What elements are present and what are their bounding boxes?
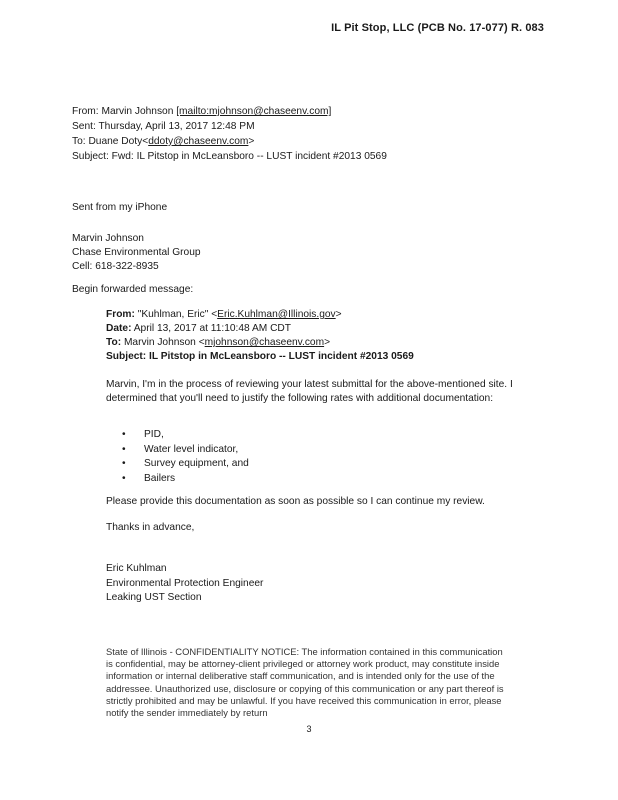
outer-sent-label: Sent: xyxy=(72,121,96,132)
page-number: 3 xyxy=(306,724,312,734)
inner-to-name: Marvin Johnson xyxy=(123,337,196,348)
inner-to-line: To: Marvin Johnson <mjohnson@chaseenv.com> xyxy=(106,337,331,348)
sender-signature xyxy=(72,232,201,274)
outer-to-label: To: xyxy=(72,136,86,147)
signer-name: Eric Kuhlman xyxy=(106,563,167,574)
rates-bullet-list xyxy=(122,428,249,486)
outer-subject-line xyxy=(72,149,387,164)
outer-subject-value: Fwd: IL Pitstop in McLeansboro -- LUST incident #2013 0569 xyxy=(111,151,387,162)
bullet-icon: • xyxy=(122,429,126,440)
outer-from-mailto-link[interactable]: [mailto:mjohnson@chaseenv.com] xyxy=(176,106,332,117)
outer-to-name: Duane Doty xyxy=(88,136,143,147)
inner-date-value: April 13, 2017 at 11:10:48 AM CDT xyxy=(133,323,292,334)
list-item: • PID, xyxy=(122,428,249,443)
list-item: • Survey equipment, and xyxy=(122,457,249,472)
inner-subject-label: Subject: xyxy=(106,351,147,362)
inner-to-email-link[interactable]: mjohnson@chaseenv.com xyxy=(204,337,325,348)
bullet-icon: • xyxy=(122,443,126,455)
inner-from-label: From: xyxy=(106,309,135,320)
outer-from-name: Marvin Johnson xyxy=(101,106,174,117)
signature-name: Marvin Johnson xyxy=(72,233,144,244)
begin-forwarded-label: Begin forwarded message: xyxy=(72,284,194,295)
signer-title: Environmental Protection Engineer xyxy=(106,577,264,589)
signature-cell: Cell: 618-322-8935 xyxy=(72,261,159,272)
inner-to-label: To: xyxy=(106,337,122,348)
signer-section: Leaking UST Section xyxy=(106,592,202,603)
outer-from-line xyxy=(72,104,387,119)
outer-email-headers xyxy=(72,104,387,164)
outer-to-email-link[interactable]: ddoty@chaseenv.com xyxy=(148,136,249,147)
confidentiality-notice: State of Illinois - CONFIDENTIALITY NOTICE: The information contained in this communication is confidential, may be attorney-client privileged or attorney work product, may constitute inside information or internal deliberative staff communication, and is intended only for the use of the addressee. Unauthorized use, disclosure or copying of this communication or any part thereof is strictly prohibited and may be unlawful. If you have received this communication in error, please notify the sender immediately by return xyxy=(106,646,504,719)
outer-sent-line xyxy=(72,119,387,134)
inner-subject-value: IL Pitstop in McLeansboro -- LUST incident #2013 0569 xyxy=(149,351,414,362)
outer-sent-value: Thursday, April 13, 2017 12:48 PM xyxy=(98,121,255,132)
message-body-paragraph: Marvin, I'm in the process of reviewing your latest submittal for the above-mentioned site. I determined that you'll need to justify the following rates with additional documentation: xyxy=(106,379,513,404)
outer-from-label: From: xyxy=(72,106,99,117)
list-item: • Bailers xyxy=(122,472,249,487)
bates-header: IL Pit Stop, LLC (PCB No. 17-077) R. 083 xyxy=(331,22,544,34)
outer-to-line: To: Duane Doty<ddoty@chaseenv.com> xyxy=(72,136,255,147)
thanks-line: Thanks in advance, xyxy=(106,522,195,533)
forwarded-email-headers xyxy=(106,308,414,364)
bullet-icon: • xyxy=(122,472,126,484)
list-item: • Water level indicator, xyxy=(122,443,249,458)
inner-subject-line xyxy=(106,350,414,364)
inner-from-name: "Kuhlman, Eric" xyxy=(137,309,209,320)
inner-date-line xyxy=(106,322,414,336)
inner-from-email-link[interactable]: Eric.Kuhlman@Illinois.gov xyxy=(217,309,336,320)
engineer-signature xyxy=(106,562,263,606)
inner-date-label: Date: xyxy=(106,323,132,334)
outer-subject-label: Subject: xyxy=(72,151,109,162)
sent-from-iphone: Sent from my iPhone xyxy=(72,202,168,213)
bullet-icon: • xyxy=(122,458,126,469)
inner-from-line: From: "Kuhlman, Eric" <Eric.Kuhlman@Illinois.gov> xyxy=(106,309,342,320)
provide-documentation-line: Please provide this documentation as soon as possible so I can continue my review. xyxy=(106,496,485,507)
signature-company: Chase Environmental Group xyxy=(72,247,201,258)
